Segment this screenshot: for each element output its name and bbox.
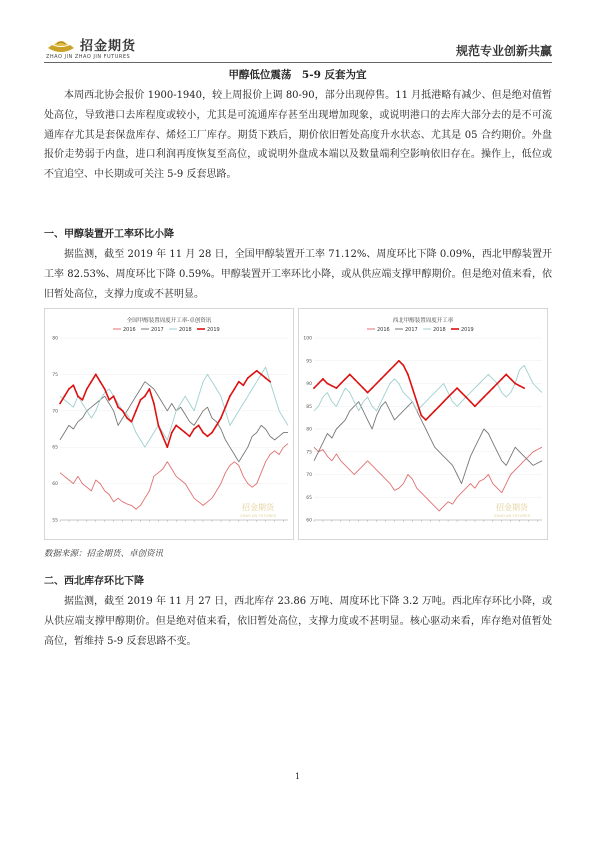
y-tick-label: 65 xyxy=(52,445,58,451)
data-point-2019 xyxy=(251,374,253,376)
data-point-2019 xyxy=(265,377,267,379)
data-point-2019 xyxy=(82,399,84,401)
y-tick-label: 80 xyxy=(52,336,58,342)
data-point-2019 xyxy=(443,401,445,403)
data-point-2019 xyxy=(380,378,382,380)
data-point-2019 xyxy=(68,388,70,390)
y-tick-label: 80 xyxy=(306,427,312,433)
legend-label-2016: 2016 xyxy=(377,327,390,333)
legend-label-2019: 2019 xyxy=(461,327,474,333)
data-point-2019 xyxy=(117,406,119,408)
data-point-2019 xyxy=(238,381,240,383)
data-point-2019 xyxy=(336,387,338,389)
data-point-2019 xyxy=(474,405,476,407)
data-point-2019 xyxy=(256,370,258,372)
data-point-2019 xyxy=(398,360,400,362)
data-point-2019 xyxy=(420,415,422,417)
data-point-2019 xyxy=(429,415,431,417)
chart-northwest-utilization xyxy=(298,308,548,540)
data-point-2019 xyxy=(483,396,485,398)
y-tick-label: 65 xyxy=(306,495,312,501)
data-point-2019 xyxy=(353,378,355,380)
page-header xyxy=(44,34,552,62)
data-point-2019 xyxy=(64,395,66,397)
chart-watermark: 招金期货 xyxy=(496,503,528,512)
data-point-2019 xyxy=(385,374,387,376)
y-tick-label: 70 xyxy=(306,473,312,478)
data-point-2019 xyxy=(108,399,110,401)
chart-title: 全国甲醇装置周度开工率-卓创资讯 xyxy=(126,318,212,324)
data-point-2019 xyxy=(216,425,218,427)
brand-name: 招金期货 xyxy=(80,39,137,54)
y-tick-label: 70 xyxy=(52,409,58,415)
data-point-2019 xyxy=(247,377,249,379)
y-tick-label: 60 xyxy=(52,482,58,488)
page-number: 1 xyxy=(294,772,301,781)
legend-label-2017: 2017 xyxy=(405,327,418,333)
data-point-2019 xyxy=(479,401,481,403)
data-point-2019 xyxy=(376,383,378,385)
data-point-2019 xyxy=(358,383,360,385)
data-point-2019 xyxy=(362,387,364,389)
data-point-2019 xyxy=(144,395,146,397)
data-point-2019 xyxy=(99,381,101,383)
data-point-2019 xyxy=(340,383,342,385)
data-point-2019 xyxy=(465,396,467,398)
data-point-2019 xyxy=(175,425,177,427)
data-point-2019 xyxy=(318,383,320,385)
section-2-body: 据监测，截至 2019 年 11 月 27 日，西北库存 23.86 万吨、周度环比下降 3.2 万吨。西北库存环比小降，或从供应端支撑甲醇期价。但是绝对值来看，依旧暂处高位，支撑力度或不甚明显。核心驱动来看，库存绝对值暂处高位，暂维持 5-9 反套思路不变。 xyxy=(44,596,552,647)
data-point-2019 xyxy=(234,388,236,390)
data-point-2019 xyxy=(180,428,182,430)
chart-northwest-utilization-svg xyxy=(298,308,548,540)
y-tick-label: 95 xyxy=(306,359,312,365)
data-point-2019 xyxy=(470,401,472,403)
section-2-heading: 二、西北库存环比下降 xyxy=(44,576,144,587)
data-point-2019 xyxy=(140,399,142,401)
data-point-2019 xyxy=(202,432,204,434)
y-tick-label: 75 xyxy=(52,372,58,378)
data-point-2019 xyxy=(367,392,369,394)
chart-watermark-en: ZHAO JIN FUTURES xyxy=(494,513,530,518)
data-point-2019 xyxy=(184,432,186,434)
data-point-2019 xyxy=(73,384,75,386)
data-point-2019 xyxy=(519,385,521,387)
header-divider xyxy=(44,62,552,63)
section-1-body: 据监测，截至 2019 年 11 月 28 日，全国甲醇装置开工率 71.12%、周度环比下降 0.09%，西北甲醇装置开工率 82.53%、周度环比下降 0.59%。甲醇装置开工率环比小降，或从供应端支撑甲醇期价。但是绝对值来看，依旧暂处高位，支撑力度或不甚明显。 xyxy=(44,249,552,300)
data-point-2019 xyxy=(149,388,151,390)
y-tick-label: 100 xyxy=(303,336,312,342)
data-point-2019 xyxy=(104,388,106,390)
header-slogan: 规范专业创新共赢 xyxy=(455,44,552,58)
legend-label-2018: 2018 xyxy=(179,327,192,333)
data-point-2019 xyxy=(77,395,79,397)
data-point-2019 xyxy=(394,364,396,366)
data-point-2019 xyxy=(269,381,271,383)
data-point-2019 xyxy=(225,406,227,408)
data-point-2019 xyxy=(349,374,351,376)
y-tick-label: 60 xyxy=(306,518,312,524)
data-point-2019 xyxy=(220,417,222,419)
data-point-2019 xyxy=(122,410,124,412)
legend-label-2018: 2018 xyxy=(433,327,446,333)
data-point-2019 xyxy=(407,374,409,376)
data-point-2019 xyxy=(514,383,516,385)
data-point-2019 xyxy=(135,410,137,412)
data-point-2019 xyxy=(162,435,164,437)
data-point-2019 xyxy=(331,385,333,387)
data-point-2019 xyxy=(501,378,503,380)
y-tick-label: 85 xyxy=(306,404,312,410)
data-point-2019 xyxy=(86,388,88,390)
data-point-2019 xyxy=(456,387,458,389)
data-point-2019 xyxy=(171,432,173,434)
chart-title: 西北甲醇装置周度开工率 xyxy=(392,318,454,324)
data-point-2019 xyxy=(488,392,490,394)
data-point-2019 xyxy=(260,374,262,376)
data-point-2019 xyxy=(434,410,436,412)
data-point-2019 xyxy=(403,364,405,366)
data-point-2019 xyxy=(153,403,155,405)
document-title: 甲醇低位震荡 5-9 反套为宜 xyxy=(228,69,367,81)
brand-name-en: ZHAO JIN ZHAO JIN FUTURES xyxy=(46,54,131,60)
legend-label-2019: 2019 xyxy=(207,327,220,333)
data-point-2019 xyxy=(313,387,315,389)
gold-ingot-logo-icon xyxy=(46,36,76,54)
data-point-2019 xyxy=(322,378,324,380)
data-point-2019 xyxy=(389,369,391,371)
data-point-2019 xyxy=(113,395,115,397)
data-point-2019 xyxy=(90,381,92,383)
data-point-2019 xyxy=(229,395,231,397)
chart-national-utilization-svg xyxy=(44,308,294,540)
data-point-2019 xyxy=(59,403,61,405)
data-point-2019 xyxy=(131,421,133,423)
data-point-2019 xyxy=(416,401,418,403)
data-point-2019 xyxy=(193,428,195,430)
legend-label-2016: 2016 xyxy=(123,327,136,333)
data-point-2019 xyxy=(207,435,209,437)
data-point-2019 xyxy=(158,425,160,427)
data-point-2019 xyxy=(198,425,200,427)
data-point-2019 xyxy=(505,374,507,376)
data-point-2019 xyxy=(425,419,427,421)
data-point-2019 xyxy=(510,378,512,380)
data-point-2019 xyxy=(523,387,525,389)
data-point-2019 xyxy=(126,417,128,419)
y-tick-label: 75 xyxy=(306,450,312,456)
y-tick-label: 90 xyxy=(306,382,312,387)
data-point-2019 xyxy=(492,387,494,389)
data-point-2019 xyxy=(166,446,168,448)
chart-national-utilization xyxy=(44,308,294,540)
company-logo xyxy=(44,34,174,62)
data-point-2019 xyxy=(412,387,414,389)
data-point-2019 xyxy=(447,396,449,398)
intro-paragraph: 本周西北协会报价 1900-1940，较上周报价上调 80-90，部分出现停售。11 月抵港略有减少、但是绝对值暂处高位，导致港口去库程度或较小，尤其是可流通库存甚至出现增加现象，或说明港口的去库大部分去的是不可流通库存尤其是套保盘库存、烯烃工厂库存。期货下跌后，期价依旧暂处高度升水状态、尤其是 05 合约期价。外盘报价走势弱于内盘，进口利润再度恢复至高位，或说明外盘成本端以及数量端利空影响依旧存在。操作上，低位或不宜追空、中长期或可关注 5-9 反套思路。 xyxy=(44,90,552,181)
data-point-2019 xyxy=(211,432,213,434)
data-point-2019 xyxy=(496,383,498,385)
data-point-2019 xyxy=(438,405,440,407)
y-tick-label: 55 xyxy=(52,518,58,524)
legend-label-2017: 2017 xyxy=(151,327,164,333)
data-point-2019 xyxy=(327,383,329,385)
data-point-2019 xyxy=(452,392,454,394)
section-1-heading: 一、甲醇装置开工率环比小降 xyxy=(44,229,174,240)
data-point-2019 xyxy=(95,374,97,376)
data-point-2019 xyxy=(371,387,373,389)
data-point-2019 xyxy=(242,384,244,386)
data-point-2019 xyxy=(461,392,463,394)
data-point-2019 xyxy=(344,378,346,380)
data-source-note: 数据来源：招金期货、卓创资讯 xyxy=(44,549,164,559)
data-point-2019 xyxy=(189,435,191,437)
chart-watermark: 招金期货 xyxy=(242,503,274,512)
chart-watermark-en: ZHAO JIN FUTURES xyxy=(240,513,276,518)
